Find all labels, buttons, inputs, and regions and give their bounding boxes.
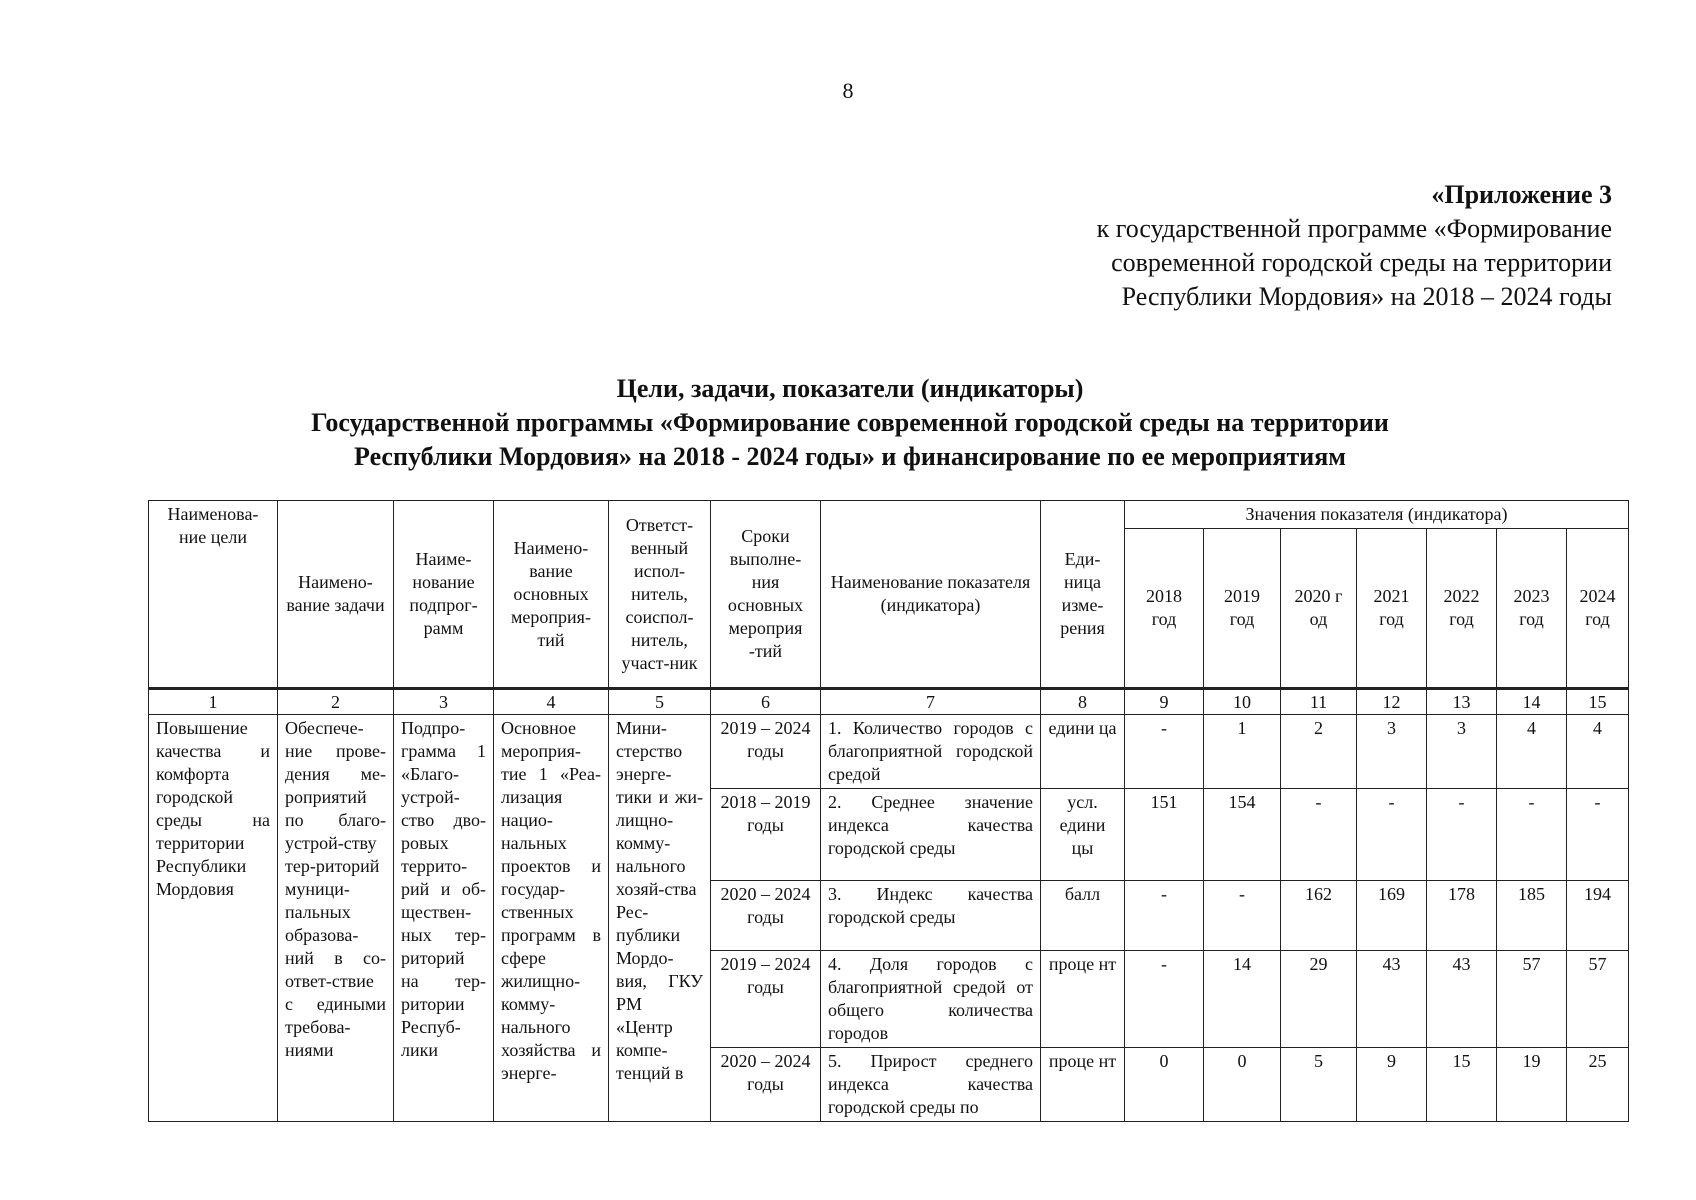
appendix-line: современной городской среды на территории <box>1111 248 1612 277</box>
value-cell: 4 <box>1497 715 1567 789</box>
column-number: 3 <box>394 689 494 715</box>
header-year: 2019 год <box>1204 529 1281 689</box>
value-cell: - <box>1125 881 1204 951</box>
column-number: 12 <box>1357 689 1427 715</box>
value-cell: 194 <box>1567 881 1629 951</box>
appendix-header <box>932 178 1612 314</box>
value-cell: 178 <box>1427 881 1497 951</box>
column-number: 1 <box>149 689 278 715</box>
value-cell: 5 <box>1281 1048 1357 1122</box>
value-cell: 29 <box>1281 951 1357 1048</box>
value-cell: 169 <box>1357 881 1427 951</box>
column-number: 10 <box>1204 689 1281 715</box>
indicator-cell: 1. Количество городов с благоприятной городской средой <box>821 715 1041 789</box>
header-year: 2021 год <box>1357 529 1427 689</box>
value-cell: 57 <box>1567 951 1629 1048</box>
header-goal: Наименова-ние цели <box>149 501 278 689</box>
indicators-table <box>148 500 1629 1122</box>
column-numbers-row <box>149 689 1629 715</box>
title-line: Цели, задачи, показатели (индикаторы) <box>616 374 1084 403</box>
value-cell: 0 <box>1204 1048 1281 1122</box>
column-number: 7 <box>821 689 1041 715</box>
value-cell: 14 <box>1204 951 1281 1048</box>
page-number: 8 <box>842 78 854 103</box>
unit-cell: усл. едини цы <box>1041 789 1125 881</box>
term-cell: 2019 – 2024 годы <box>711 715 821 789</box>
term-cell: 2018 – 2019 годы <box>711 789 821 881</box>
value-cell: - <box>1204 881 1281 951</box>
header-indicator: Наименование показателя (индикатора) <box>821 501 1041 689</box>
header-executor: Ответст-венный испол-нитель, соиспол-нитель, участ-ник <box>609 501 711 689</box>
header-year: 2018 год <box>1125 529 1204 689</box>
header-activities: Наимено-вание основных мероприя-тий <box>494 501 609 689</box>
value-cell: 1 <box>1204 715 1281 789</box>
header-year: 2022 год <box>1427 529 1497 689</box>
value-cell: 3 <box>1427 715 1497 789</box>
header-terms: Сроки выполне-ния основных мероприя -тий <box>711 501 821 689</box>
column-number: 2 <box>278 689 394 715</box>
task-cell: Обеспече-ние прове-дения ме-роприятий по благо-устрой-ству тер-риторий муници-пальных образова-ний в со-ответ-ствие с едиными требова-ниями <box>278 715 394 1122</box>
term-cell: 2019 – 2024 годы <box>711 951 821 1048</box>
value-cell: 43 <box>1427 951 1497 1048</box>
column-number: 4 <box>494 689 609 715</box>
value-cell: 43 <box>1357 951 1427 1048</box>
term-cell: 2020 – 2024 годы <box>711 1048 821 1122</box>
column-number: 14 <box>1497 689 1567 715</box>
column-number: 9 <box>1125 689 1204 715</box>
value-cell: 15 <box>1427 1048 1497 1122</box>
value-cell: 9 <box>1357 1048 1427 1122</box>
header-year: 2023 год <box>1497 529 1567 689</box>
value-cell: - <box>1357 789 1427 881</box>
header-year: 2024 год <box>1567 529 1629 689</box>
unit-cell: проце нт <box>1041 1048 1125 1122</box>
unit-cell: едини ца <box>1041 715 1125 789</box>
header-row <box>149 501 1629 529</box>
title-line: Государственной программы «Формирование современной городской среды на территории <box>311 408 1389 437</box>
header-year: 2020 г од <box>1281 529 1357 689</box>
indicator-cell: 2. Среднее значение индекса качества городской среды <box>821 789 1041 881</box>
value-cell: 151 <box>1125 789 1204 881</box>
header-subprogram: Наиме-нование подпрог-рамм <box>394 501 494 689</box>
value-cell: 0 <box>1125 1048 1204 1122</box>
unit-cell: проце нт <box>1041 951 1125 1048</box>
column-number: 13 <box>1427 689 1497 715</box>
header-unit: Еди-ница изме-рения <box>1041 501 1125 689</box>
value-cell: - <box>1281 789 1357 881</box>
value-cell: 2 <box>1281 715 1357 789</box>
title-line: Республики Мордовия» на 2018 - 2024 годы» и финансирование по ее мероприятиям <box>354 442 1346 471</box>
activity-cell: Основное мероприя-тие 1 «Реа-лизация нацио-нальных проектов и государ-ственных программ в сфере жилищно-комму-нального хозяйства и энерге- <box>494 715 609 1122</box>
column-number: 8 <box>1041 689 1125 715</box>
table-row <box>149 715 1629 789</box>
value-cell: - <box>1497 789 1567 881</box>
value-cell: - <box>1567 789 1629 881</box>
subprogram-cell: Подпро-грамма 1 «Благо-устрой-ство дво-ровых террито-рий и об-ществен-ных тер-риторий на тер-ритории Респуб-лики <box>394 715 494 1122</box>
indicator-cell: 4. Доля городов с благоприятной средой от общего количества городов <box>821 951 1041 1048</box>
appendix-line: Республики Мордовия» на 2018 – 2024 годы <box>1121 282 1612 311</box>
header-task: Наимено-вание задачи <box>278 501 394 689</box>
value-cell: - <box>1427 789 1497 881</box>
column-number: 15 <box>1567 689 1629 715</box>
value-cell: 4 <box>1567 715 1629 789</box>
document-title <box>150 372 1550 474</box>
term-cell: 2020 – 2024 годы <box>711 881 821 951</box>
value-cell: 154 <box>1204 789 1281 881</box>
column-number: 6 <box>711 689 821 715</box>
value-cell: 25 <box>1567 1048 1629 1122</box>
value-cell: 3 <box>1357 715 1427 789</box>
column-number: 11 <box>1281 689 1357 715</box>
appendix-title: «Приложение 3 <box>1431 180 1612 209</box>
appendix-line: к государственной программе «Формирование <box>1096 214 1612 243</box>
goal-cell: Повышение качества и комфорта городской среды на территории Республики Мордовия <box>149 715 278 1122</box>
column-number: 5 <box>609 689 711 715</box>
executor-cell: Мини-стерство энерге-тики и жи-лищно-комму-нального хозяй-ства Рес-публики Мордо-вия, ГКУ РМ «Центр компе-тенций в <box>609 715 711 1122</box>
value-cell: 185 <box>1497 881 1567 951</box>
unit-cell: балл <box>1041 881 1125 951</box>
value-cell: 162 <box>1281 881 1357 951</box>
value-cell: - <box>1125 715 1204 789</box>
value-cell: 19 <box>1497 1048 1567 1122</box>
value-cell: 57 <box>1497 951 1567 1048</box>
value-cell: - <box>1125 951 1204 1048</box>
indicator-cell: 3. Индекс качества городской среды <box>821 881 1041 951</box>
indicator-cell: 5. Прирост среднего индекса качества городской среды по <box>821 1048 1041 1122</box>
header-values-group: Значения показателя (индикатора) <box>1125 501 1629 529</box>
